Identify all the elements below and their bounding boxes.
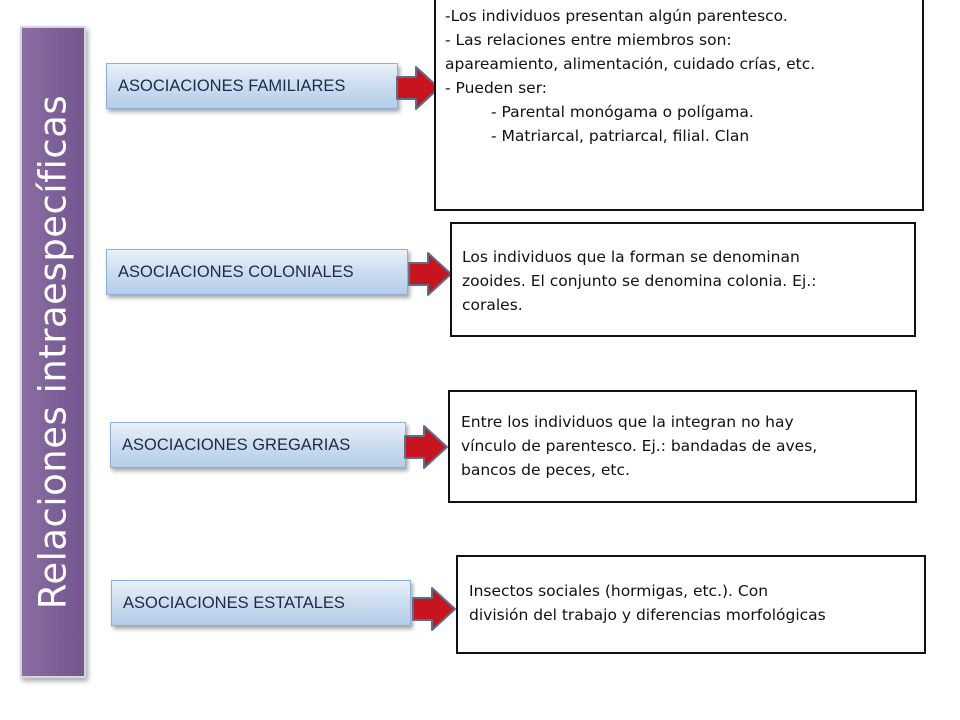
arrow-right-icon — [404, 422, 448, 472]
description-line: Insectos sociales (hormigas, etc.). Con — [469, 582, 769, 600]
description-gregarias — [448, 390, 917, 503]
arrow-right-icon — [408, 249, 452, 299]
description-line: -Los individuos presentan algún parentesco. — [445, 7, 788, 25]
description-coloniales — [450, 222, 916, 337]
description-line: corales. — [462, 296, 523, 314]
description-estatales — [456, 555, 926, 654]
category-gregarias: ASOCIACIONES GREGARIAS — [110, 422, 406, 468]
category-estatales: ASOCIACIONES ESTATALES — [111, 580, 411, 626]
description-line: - Pueden ser: — [445, 79, 548, 97]
description-line: - Matriarcal, patriarcal, filial. Clan — [491, 127, 750, 145]
category-coloniales: ASOCIACIONES COLONIALES — [106, 249, 408, 295]
description-line: bancos de peces, etc. — [461, 461, 630, 479]
description-line: - Las relaciones entre miembros son: — [445, 31, 732, 49]
arrow-right-icon — [412, 584, 456, 634]
description-line: - Parental monógama o polígama. — [491, 103, 754, 121]
title-bar — [20, 26, 86, 678]
description-familiares — [434, 0, 924, 211]
category-familiares: ASOCIACIONES FAMILIARES — [106, 63, 398, 109]
slide-title: Relaciones intraespecíficas — [31, 94, 75, 610]
description-line: apareamiento, alimentación, cuidado crías, etc. — [445, 55, 816, 73]
description-line: vínculo de parentesco. Ej.: bandadas de aves, — [461, 437, 818, 455]
description-line: Entre los individuos que la integran no hay — [461, 413, 794, 431]
description-line: división del trabajo y diferencias morfológicas — [469, 606, 826, 624]
description-line: Los individuos que la forman se denominan — [462, 248, 800, 266]
description-line: zooides. El conjunto se denomina colonia. Ej.: — [462, 272, 817, 290]
